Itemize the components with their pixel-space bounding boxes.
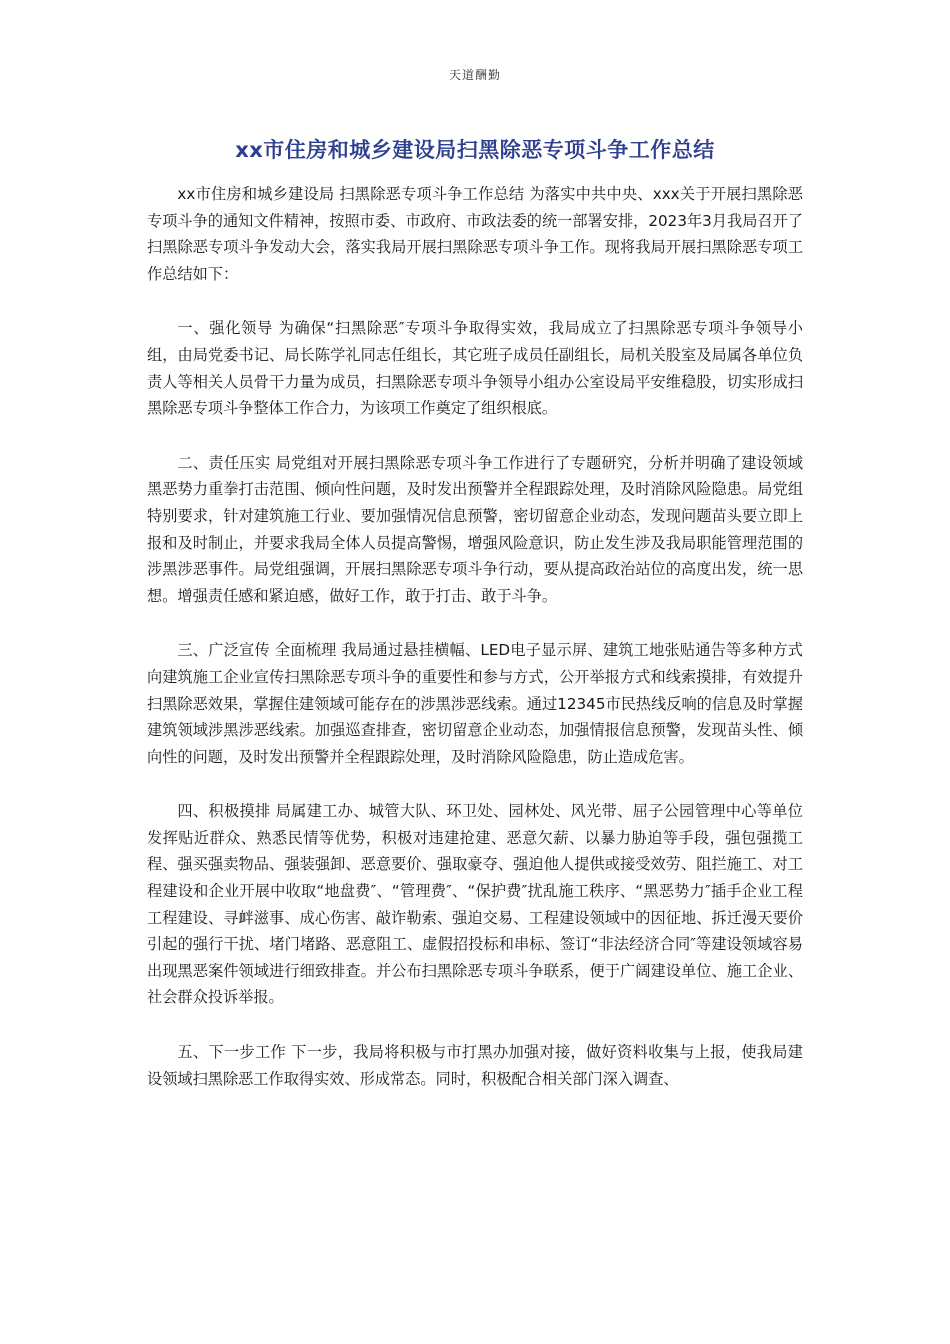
document-body [147,181,803,1120]
paragraph-section-5: 五、下一步工作 下一步，我局将积极与市打黑办加强对接，做好资料收集与上报，使我局建设领域扫黑除恶工作取得实效、形成常态。同时，积极配合相关部门深入调查、 [147,1043,803,1088]
page-header: 天道酬勤 [448,68,501,82]
paragraph-section-1: 一、强化领导 为确保“扫黑除恶″专项斗争取得实效，我局成立了扫黑除恶专项斗争领导小组，由局党委书记、局长陈学礼同志任组长，其它班子成员任副组长，局机关股室及局属各单位负责人等相关人员骨干力量为成员，扫黑除恶专项斗争领导小组办公室设局平安维稳股，切实形成扫黑除恶专项斗争整体工作合力，为该项工作奠定了组织根底。 [147,319,803,418]
paragraph-section-3: 三、广泛宣传 全面梳理 我局通过悬挂横幅、LED电子显示屏、建筑工地张贴通告等多种方式向建筑施工企业宣传扫黑除恶专项斗争的重要性和参与方式，公开举报方式和线索摸排，有效提升扫黑除恶效果，掌握住建领域可能存在的涉黑涉恶线索。通过12345市民热线反响的信息及时掌握建筑领域涉黑涉恶线索。加强巡查排查，密切留意企业动态，加强情报信息预警，发现苗头性、倾向性的问题，及时发出预警并全程跟踪处理，及时消除风险隐患，防止造成危害。 [147,641,803,766]
paragraph-section-4: 四、积极摸排 局属建工办、城管大队、环卫处、园林处、风光带、屈子公园管理中心等单位发挥贴近群众、熟悉民情等优势，积极对违建抢建、恶意欠薪、以暴力胁迫等手段，强包强揽工程、强买强卖物品、强装强卸、恶意要价、强取豪夺、强迫他人提供或接受效劳、阻拦施工、对工程建设和企业开展中收取“地盘费″、“管理费″、“保护费″扰乱施工秩序、“黑恶势力″插手企业工程工程建设、寻衅滋事、成心伤害、敲诈勒索、强迫交易、工程建设领域中的因征地、拆迁漫天要价引起的强行干扰、堵门堵路、恶意阻工、虚假招投标和串标、签订“非法经济合同″等建设领域容易出现黑恶案件领域进行细致排查。并公布扫黑除恶专项斗争联系，便于广阔建设单位、施工企业、社会群众投诉举报。 [147,802,803,1007]
paragraph-intro: xx市住房和城乡建设局 扫黑除恶专项斗争工作总结 为落实中共中央、xxx关于开展扫黑除恶专项斗争的通知文件精神，按照市委、市政府、市政法委的统一部署安排，2023年3月我局召开了扫黑除恶专项斗争发动大会，落实我局开展扫黑除恶专项斗争工作。现将我局开展扫黑除恶专项工作总结如下： [147,185,803,283]
paragraph-section-2: 二、责任压实 局党组对开展扫黑除恶专项斗争工作进行了专题研究，分析并明确了建设领域黑恶势力重拳打击范围、倾向性问题，及时发出预警并全程跟踪处理，及时消除风险隐患。局党组特别要求，针对建筑施工行业、要加强情况信息预警，密切留意企业动态，发现问题苗头要立即上报和及时制止，并要求我局全体人员提高警惕，增强风险意识，防止发生涉及我局职能管理范围的涉黑涉恶事件。局党组强调，开展扫黑除恶专项斗争行动，要从提高政治站位的高度出发，统一思想。增强责任感和紧迫感，做好工作，敢于打击、敢于斗争。 [147,453,803,605]
document-title: xx市住房和城乡建设局扫黑除恶专项斗争工作总结 [235,138,715,162]
